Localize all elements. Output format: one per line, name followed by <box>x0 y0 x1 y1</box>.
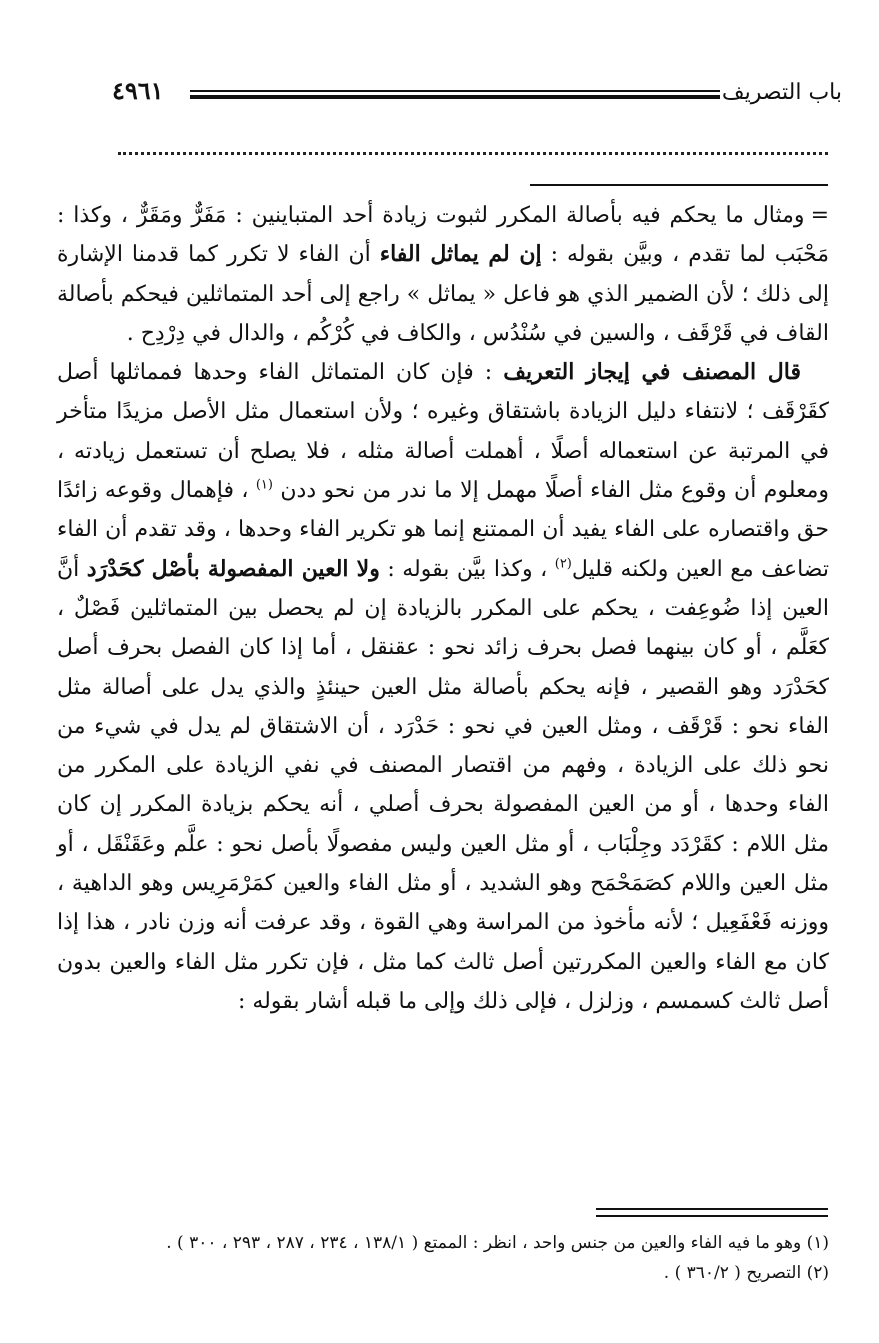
section-rule <box>530 184 828 186</box>
p1-quoted-text: إن لم يماثل الفاء <box>379 241 542 268</box>
p2-quoted-text: ولا العين المفصولة بأصْل كحَدْرَد <box>86 555 380 582</box>
page-number: ٤٩٦١ <box>112 76 164 105</box>
p2-text-d: أنَّ العين إذا ضُوعِفت ، يحكم على المكرر بالزيادة إن لم يحصل بين المتماثلين فَصْلٌ ، كعَلَّم ، أو كان بينهما فصل بحرف زائد نحو : عقنقل ، أما إذا كان الفصل بحرف أصل كحَدْرَد وهو القصير ، فإنه يحكم بأصالة مثل العين حينئذٍ والذي يدل على أصالة مثل الفاء نحو : قَرْقَف ، ومثل العين في نحو : حَدْرَد ، أن الاشتقاق لم يدل في شيء من نحو ذلك على الزيادة ، وفهم من اقتصار المصنف في نفي الزيادة على المكرر من الفاء وحدها ، أو من العين المفصولة بحرف أصلي ، أنه يحكم بزيادة المكرر إن كان مثل اللام : كقَرْدَد وجِلْبَاب ، أو مثل العين وليس مفصولًا بأصل نحو : علَّم وعَقَنْقَل ، أو مثل العين واللام كصَمَحْمَح وهو الشديد ، أو مثل الفاء والعين كمَرْمَرِيس وهو الداهية ، ووزنه فَعْفَعِيل ؛ لأنه مأخوذ من المراسة وهي القوة ، وقد عرفت أنه وزن نادر ، هذا إذا كان مع الفاء والعين المكررتين أصل ثالث كما مثل ، فإن تكرر مثل الفاء والعين بدون أصل ثالث كسمسم ، وزلزل ، فإلى ذلك وإلى ما قبله أشار بقوله : <box>57 556 829 1014</box>
dotted-separator <box>118 152 828 155</box>
footnote-2: (٢) التصريح ( ٣٦٠/٢ ) . <box>663 1263 829 1283</box>
p1-text-a: ومثال ما يحكم فيه بأصالة المكرر لثبوت زيادة أحد المتباينين : مَفَرٌّ ومَقَرٌّ ، وكذا : مَحْبَب لما تقدم ، وبيَّن بقوله : <box>57 203 829 268</box>
footnote-1: (١) وهو ما فيه الفاء والعين من جنس واحد ، انظر : الممتع ( ١٣٨/١ ، ٢٣٤ ، ٢٨٧ ، ٢٩٣ ، ٣٠٠ ) . <box>166 1233 829 1253</box>
running-header <box>112 74 842 114</box>
p2-text-a: : فإن كان المتماثل الفاء وحدها فمماثلها أصل كقَرْقَف ؛ لانتفاء دليل الزيادة باشتقاق وغيره ؛ ولأن استعمال مثل الأصل مزيدًا متأخر في المرتبة عن استعماله أصلًا ، أهملت أصالة مثله ، فلا يصلح أن تستعمل زيادته ، ومعلوم أن وقوع مثل الفاء أصلًا مهمل إلا ما ندر من نحو ددن <box>57 360 830 504</box>
main-text <box>57 196 829 1021</box>
p2-text-b: ، فإهمال وقوعه زائدًا حق واقتصاره على الفاء يفيد أن الممتنع إنما هو تكرير الفاء وحدها ، وقد تقدم أن الفاء تضاعف مع العين ولكنه قليل <box>57 478 829 582</box>
footnotes <box>57 1228 829 1288</box>
footnote-rule <box>596 1208 828 1217</box>
footnote-ref-2: (٢) <box>554 556 572 572</box>
p1-text-b: أن الفاء لا تكرر كما قدمنا الإشارة إلى ذلك ؛ لأن الضمير الذي هو فاعل « يماثل » راجع إلى أحد المتماثلين فيحكم بأصالة القاف في قَرْقَف ، والسين في سُنْدُس ، والكاف في كُرْكُم ، والدال في دِرْدِح . <box>57 242 829 346</box>
paragraph-2 <box>57 353 829 1021</box>
p2-heading: قال المصنف في إيجاز التعريف <box>503 359 801 386</box>
chapter-title: باب التصريف <box>721 80 842 105</box>
continuation-mark: = <box>810 203 829 228</box>
footnote-ref-1: (١) <box>255 477 273 493</box>
paragraph-1 <box>57 196 829 353</box>
p2-text-c: ، وكذا بيَّن بقوله : <box>379 556 555 582</box>
header-rule <box>190 90 720 97</box>
